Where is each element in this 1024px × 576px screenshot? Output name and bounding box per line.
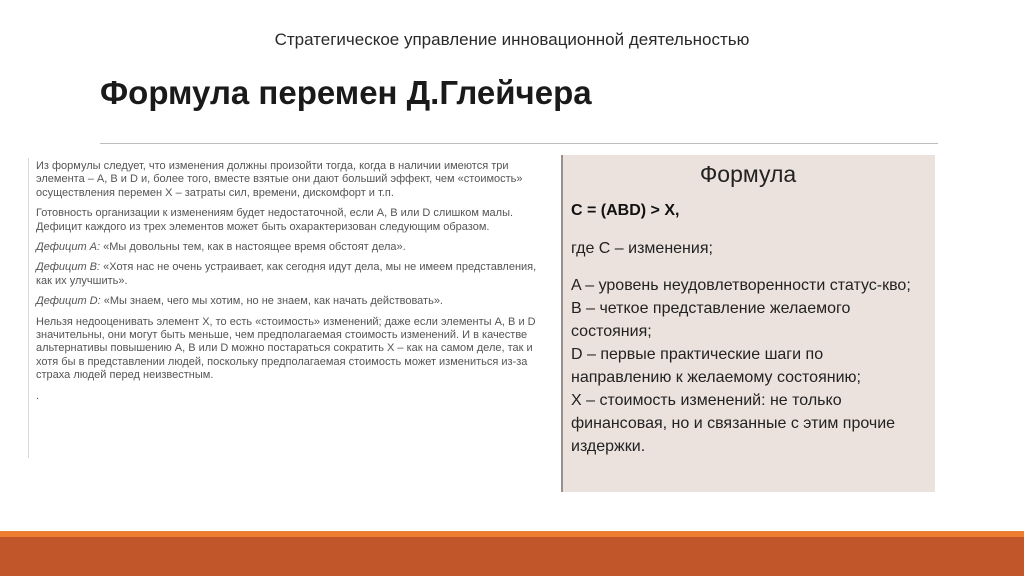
deficit-a-label: Дефицит A: (36, 241, 101, 254)
paragraph-2: Готовность организации к изменениям будет недостаточной, если A, B или D слишком малы. Дефицит каждого из трех элементов может быть охарактеризован следующим образом. (36, 207, 514, 233)
left-panel-divider (28, 158, 29, 458)
paragraph-1: Из формулы следует, что изменения должны произойти тогда, когда в наличии имеются три элемента – A, B и D и, более того, вместе взятые они дают больший эффект, чем «стоимость» осуществления перемен X – затраты сил, времени, дискомфорт и т.п. (36, 160, 523, 199)
definition-b: B – четкое представление желаемого состояния; (571, 300, 851, 340)
footer-bar (0, 537, 1024, 576)
definition-x: X – стоимость изменений: не только финансовая, но и связанные с этим прочие издержки. (571, 392, 896, 455)
formula-where: где C – изменения; (571, 240, 713, 257)
title-divider (100, 143, 938, 144)
deficit-b-label: Дефицит B: (36, 261, 101, 274)
paragraph-last: Нельзя недооценивать элемент X, то есть «стоимость» изменений; даже если элементы A, B и D значительны, они могут быть меньше, чем предполагаемая стоимость изменений. И в качестве альтернативы повышению A, B или D можно постараться сократить X – как на самом деле, так и хотя бы в представлении людей, поскольку предполагаемая стоимость может измениться из-за страха людей перед неизвестным. (36, 315, 536, 382)
deficit-a-text: «Мы довольны тем, как в настоящее время обстоят дела». (100, 241, 406, 254)
definition-a: A – уровень неудовлетворенности статус-кво; (571, 277, 911, 294)
formula-panel (561, 155, 935, 492)
formula-heading: Формула (699, 161, 797, 187)
deficit-d-text: «Мы знаем, чего мы хотим, но не знаем, как начать действовать». (100, 295, 443, 308)
explanation-text (36, 160, 550, 402)
deficit-d-label: Дефицит D: (36, 295, 101, 308)
definition-d: D – первые практические шаги по направлению к желаемому состоянию; (571, 346, 861, 386)
slide-subtitle: Стратегическое управление инновационной деятельностью (274, 30, 750, 49)
trailing-dot: . (36, 389, 40, 402)
deficit-b-text: «Хотя нас не очень устраивает, как сегодня идут дела, мы не имеем представления, как их улучшить». (36, 261, 537, 287)
deficit-a (36, 241, 550, 254)
slide-title: Формула перемен Д.Глейчера (100, 74, 592, 111)
deficit-b (36, 261, 550, 288)
formula-expression: C = (ABD) > X, (571, 202, 680, 219)
deficit-d (36, 295, 550, 308)
formula-definitions (571, 274, 925, 458)
